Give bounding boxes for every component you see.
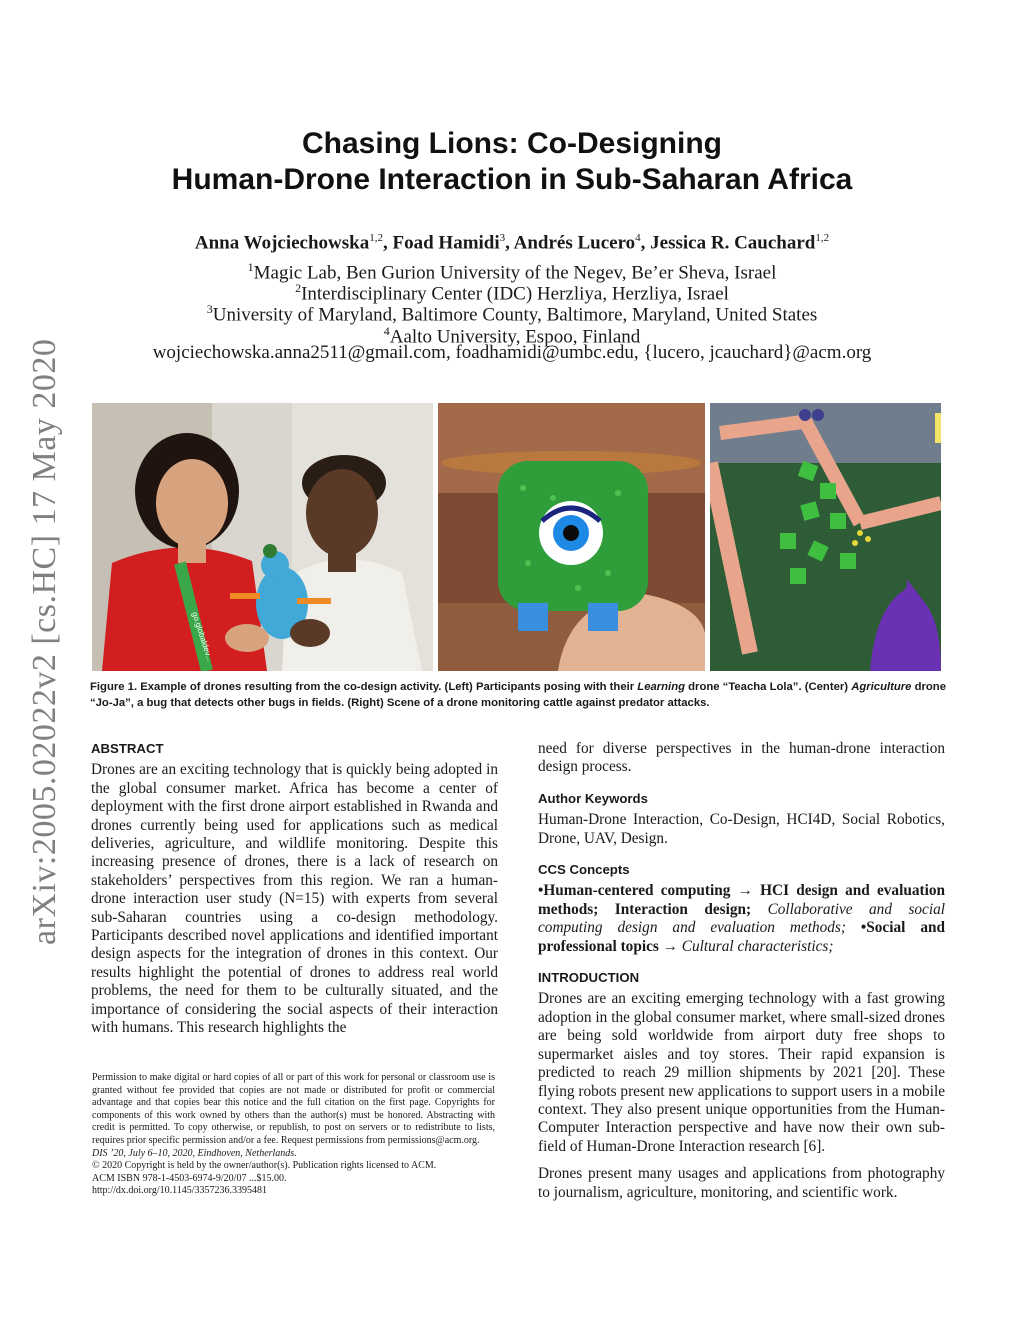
- arrow-symbol: →: [662, 937, 678, 955]
- author-sup: 1,2: [815, 232, 830, 244]
- introduction-paragraph-1: Drones are an exciting emerging technology with a fast growing adoption in the global consumer market, where small-sized drones are being sold worldwide from airport duty free shops to supermarket aisles and toy stores. Their rapid expansion is predicted to reach 29 million shipments by 2021 [20]. These flying robots present new applications to support users in a mobile context. They also present unique opportunities from the Human-Computer Interaction perspective and have now their own sub-field of Human-Drone Interaction research [6].: [538, 990, 945, 1155]
- author-name: Jessica R. Cauchard: [650, 232, 816, 254]
- ccs-italic: Collaborative and social computing design and evaluation methods;: [538, 900, 945, 937]
- abstract-continuation: need for diverse perspectives in the human-drone interaction design process.: [538, 740, 945, 776]
- ccs-bold: •Human-centered computing: [538, 882, 738, 900]
- author-list: Anna Wojciechowska$^{1,2}$, Foad Hamidi$^3$, Andrés Lucero$^4$, Jessica R. Cauchard$^{1,2}$: [194, 232, 830, 254]
- affiliation-sup: 2: [295, 281, 302, 295]
- affiliation-text: Interdisciplinary Center (IDC) Herzliya, Herzliya, Israel: [301, 283, 729, 305]
- affiliation-sup: 1: [247, 260, 254, 274]
- introduction-paragraph-2: Drones present many usages and applications from photography to journalism, agriculture, monitoring, and scientific work.: [538, 1165, 945, 1201]
- abstract-text: Drones are an exciting technology that is quickly being adopted in the global consumer market. Africa has become a center of deployment with the first drone airport established in Rwanda and drones currently being used for applications such as medical deliveries, agriculture, and wildlife monitoring. Despite this increasing presence of drones, there is a lack of research on stakeholders’ perspectives from this region. We ran a human-drone interaction user study (N=15) with experts from several sub-Saharan countries using a co-design methodology. Participants described novel applications and identified important design aspects for the integration of drones in this context. Our results highlight the potential of drones to address real world problems, the need for them to be culturally situated, and the importance of considering the social aspects of their interaction with humans. This research highlights the: [91, 761, 498, 1037]
- ccs-italic: Cultural characteristics;: [677, 937, 834, 955]
- keywords-heading: Author Keywords: [538, 790, 648, 806]
- figure-photo-left: [92, 403, 433, 671]
- author-name: Andrés Lucero: [513, 232, 636, 254]
- caption-text: drone “Teacha Lola”. (Center): [685, 681, 852, 693]
- figure-caption: [90, 679, 946, 711]
- permission-text: Permission to make digital or hard copies of all or part of this work for personal or classroom use is granted without fee provided that copies are not made or distributed for profit or commercial advantage and that copies bear this notice and the full citation on the first page. Copyrights for components of this work owned by others than the author(s) must be honored. Abstracting with credit is permitted. To copy otherwise, or republish, to post on servers or to redistribute to lists, requires prior specific permission and/or a fee. Request permissions from permissions@acm.org.: [92, 1072, 495, 1146]
- left-column: [91, 740, 498, 1038]
- abstract-heading: ABSTRACT: [91, 741, 164, 756]
- affiliation-sup: 3: [206, 302, 213, 316]
- title-line-1: Chasing Lions: Co-Designing: [302, 127, 722, 160]
- caption-italic: Learning: [637, 681, 685, 693]
- author-sup: 4: [635, 232, 641, 244]
- ccs-text: [538, 882, 945, 956]
- author-name: Foad Hamidi: [392, 232, 500, 254]
- title-line-2: Human-Drone Interaction in Sub-Saharan Africa: [171, 163, 853, 196]
- introduction-heading: INTRODUCTION: [538, 970, 640, 986]
- ccs-bold: HCI design and evaluation methods; Interaction design;: [538, 882, 945, 918]
- isbn: ACM ISBN 978-1-4503-6974-9/20/07 ...$15.00.: [92, 1172, 287, 1184]
- right-column: [538, 740, 945, 1202]
- affiliation-text: Magic Lab, Ben Gurion University of the Negev, Be’er Sheva, Israel: [253, 262, 777, 284]
- keywords-text: Human-Drone Interaction, Co-Design, HCI4D, Social Robotics, Drone, UAV, Design.: [538, 811, 945, 847]
- author-name: Anna Wojciechowska: [194, 232, 370, 254]
- author-emails: wojciechowska.anna2511@gmail.com, foadhamidi@umbc.edu, {lucero, jcauchard}@acm.org: [152, 342, 872, 363]
- affiliation-text: Aalto University, Espoo, Finland: [389, 326, 641, 348]
- caption-italic: Agriculture: [851, 681, 912, 693]
- caption-text: drone “Jo-Ja”, a bug that detects other bugs in fields. (Right) Scene of a drone monitoring cattle against predator attacks.: [90, 681, 946, 709]
- figure-photo-right: [710, 403, 941, 671]
- doi-link[interactable]: http://dx.doi.org/10.1145/3357236.3395481: [92, 1185, 268, 1197]
- ccs-heading: CCS Concepts: [538, 862, 630, 878]
- arxiv-stamp: arXiv:2005.02022v2 [cs.HC] 17 May 2020: [26, 338, 63, 945]
- ccs-bold: •Social and professional topics: [538, 919, 945, 955]
- lanyard-text: go.globaldev...: [190, 610, 215, 663]
- venue: DIS ’20, July 6–10, 2020, Eindhoven, Netherlands.: [92, 1147, 297, 1159]
- affiliation-text: University of Maryland, Baltimore County, Baltimore, Maryland, United States: [212, 304, 818, 326]
- arrow-symbol: →: [737, 882, 753, 900]
- author-sup: 3: [499, 232, 506, 244]
- author-sup: 1,2: [369, 232, 383, 244]
- paper-title: [0, 126, 1024, 198]
- permission-block: [92, 1072, 495, 1198]
- figure-photo-center: [438, 403, 705, 671]
- caption-text: Figure 1. Example of drones resulting from the co-design activity. (Left) Participants posing with their: [90, 681, 638, 693]
- affiliation-sup: 4: [383, 324, 390, 338]
- copyright: © 2020 Copyright is held by the owner/author(s). Publication rights licensed to ACM.: [92, 1160, 437, 1172]
